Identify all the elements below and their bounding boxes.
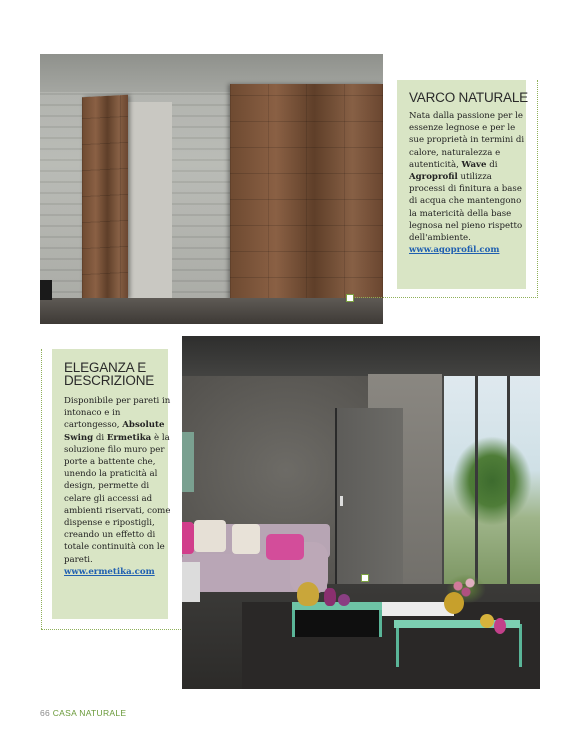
cream-pillow [232, 524, 260, 554]
wooden-pivot-door [230, 84, 383, 304]
photo-marker-square [361, 574, 369, 582]
photo-living-room [182, 336, 540, 689]
caption-box-varco-naturale [397, 80, 526, 289]
caption-title: VARCO NATURALE [409, 90, 528, 105]
website-link[interactable]: www.ermetika.com [64, 566, 155, 577]
flush-wall-door [335, 408, 403, 586]
yellow-vase [297, 582, 319, 606]
page-number: 66 [40, 708, 51, 718]
yellow-vase [480, 614, 494, 628]
caption-text [409, 110, 527, 256]
dotted-leader [350, 297, 538, 298]
black-stool [40, 280, 52, 300]
purple-vase [324, 588, 336, 606]
door-opening [126, 102, 172, 298]
dotted-leader [41, 349, 42, 629]
door-handle [340, 496, 343, 506]
caption-text-part: è la soluzione filo muro per porte a battente che, unendo la praticità al design, permette di celare gli accessi ad ambienti riservati, come dispense e ripostigli, creando un effetto di totale continuità con le pareti. [64, 432, 171, 565]
caption-text-part: Disponibile per pareti in intonaco e in cartongesso, [64, 396, 171, 431]
wall-picture [182, 432, 194, 492]
window-frame [507, 376, 510, 612]
photo-ceiling [182, 336, 540, 378]
yellow-vase [444, 592, 464, 614]
pink-pillow [182, 522, 194, 554]
dotted-leader [537, 80, 538, 298]
caption-text-part: di [93, 432, 107, 443]
caption-box-eleganza [52, 349, 171, 619]
pink-vase [494, 618, 506, 634]
page-footer [40, 708, 240, 718]
purple-vase [338, 594, 350, 606]
website-link[interactable]: www.agoprofil.com [409, 245, 500, 256]
photo-floor [40, 298, 383, 324]
brand-product: Wave [461, 159, 487, 170]
brand-company: Ermetika [106, 432, 152, 443]
caption-text-part: di [486, 159, 498, 170]
caption-text-part: Nata dalla passione per le essenze legnose e per le sue proprietà in termini di calore, naturalezza e autenticità, [409, 111, 525, 170]
palm-trees [452, 436, 532, 526]
photo-marker-square [346, 294, 354, 302]
open-wooden-door [82, 95, 128, 301]
brand-product: Absolute Swing [64, 420, 165, 443]
caption-title: ELEGANZA E DESCRIZIONE [64, 360, 155, 388]
photo-wooden-doors [40, 54, 383, 324]
brand-company: Agroprofil [409, 172, 458, 183]
floral-pillow [194, 520, 226, 552]
caption-text [64, 395, 172, 578]
caption-text-part: utilizza processi di finitura a base di acqua che mantengono la matericità della base legnosa nel pieno rispetto dell'ambiente. [409, 172, 523, 244]
pink-pillow [266, 534, 304, 560]
magazine-name: CASA NATURALE [52, 708, 127, 718]
white-chair [182, 562, 200, 602]
